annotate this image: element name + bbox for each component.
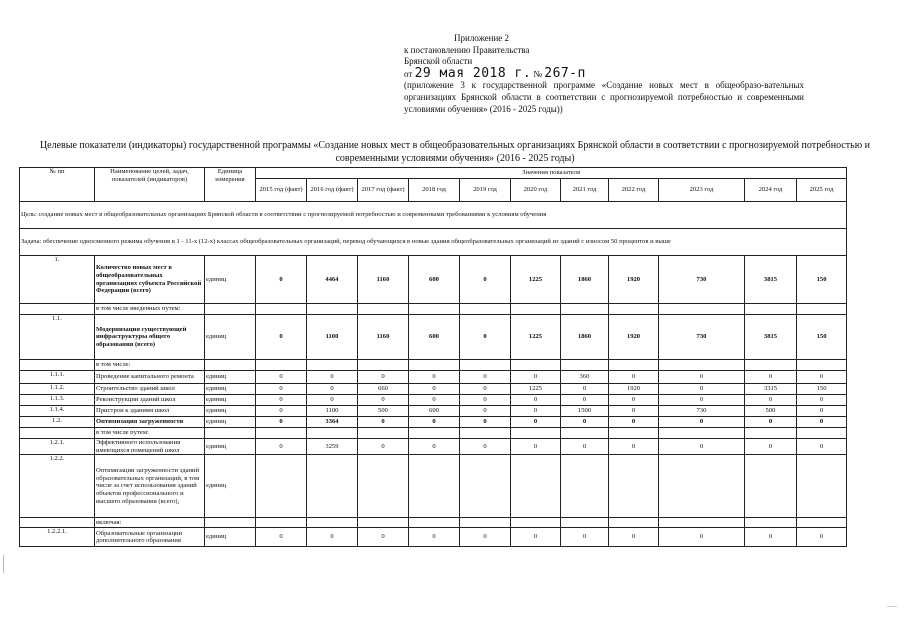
row-unit: единиц	[205, 384, 256, 395]
value-cell: 0	[460, 439, 511, 455]
row-name: Модернизация существующей инфраструктуры общего образования (всего)	[95, 315, 205, 360]
value-cell: 3315	[745, 384, 797, 395]
value-cell	[797, 455, 847, 518]
value-cell	[609, 455, 659, 518]
value-cell: 0	[609, 528, 659, 547]
value-cell: 150	[797, 384, 847, 395]
empty-cell	[511, 360, 561, 371]
empty-cell	[205, 518, 256, 528]
row-number: 1.2.1.	[20, 439, 95, 455]
empty-cell	[358, 360, 409, 371]
value-cell: 0	[409, 439, 460, 455]
empty-cell	[659, 428, 745, 439]
empty-cell	[358, 304, 409, 315]
value-cell: 0	[659, 384, 745, 395]
empty-cell	[307, 428, 358, 439]
decree-line: к постановлению Правительства	[404, 44, 530, 55]
row-unit: единиц	[205, 256, 256, 304]
value-cell: 0	[256, 256, 307, 304]
value-cell: 600	[409, 256, 460, 304]
value-cell	[561, 455, 609, 518]
value-cell: 0	[659, 439, 745, 455]
row-name: Эффективного использования имеющихся помещений школ	[95, 439, 205, 455]
empty-cell	[409, 304, 460, 315]
table-row	[20, 395, 847, 406]
header-year: 2020 год	[511, 179, 561, 202]
handwritten-date: 29 мая 2018 г.	[414, 65, 532, 81]
row-unit: единиц	[205, 528, 256, 547]
row-name: Реконструкции зданий школ	[95, 395, 205, 406]
region-line: Брянской области	[404, 56, 473, 67]
header-year: 2024 год	[745, 179, 797, 202]
empty-cell	[797, 428, 847, 439]
table-row	[20, 528, 847, 547]
empty-cell	[205, 360, 256, 371]
value-cell: 3259	[307, 439, 358, 455]
value-cell: 0	[460, 371, 511, 384]
value-cell: 0	[358, 439, 409, 455]
header-year: 2025 год	[797, 179, 847, 202]
row-number: 1.2.2.1.	[20, 528, 95, 547]
value-cell: 0	[561, 439, 609, 455]
row-unit: единиц	[205, 455, 256, 518]
value-cell: 1920	[609, 315, 659, 360]
empty-cell	[797, 360, 847, 371]
appendix-label: Приложение 2	[454, 33, 510, 43]
empty-cell	[409, 518, 460, 528]
value-cell: 0	[609, 371, 659, 384]
value-cell	[409, 455, 460, 518]
row-name: Количество новых мест в общеобразовательных организациях субъекта Российской Федерации (всего)	[95, 256, 205, 304]
value-cell: 0	[745, 417, 797, 428]
empty-cell	[358, 428, 409, 439]
table-row	[20, 417, 847, 428]
empty-cell	[307, 518, 358, 528]
value-cell: 1225	[511, 256, 561, 304]
empty-cell	[307, 304, 358, 315]
row-number: 1.1.4.	[20, 406, 95, 417]
value-cell: 730	[659, 406, 745, 417]
value-cell	[745, 455, 797, 518]
value-cell: 0	[561, 528, 609, 547]
appendix-note: (приложение 3 к государственной программе «Создание новых мест в общеобразо-вательных организациях Брянской области в соответствии с прогнозируемой потребностью и современными условиями обучения» (2016 - 2025 годы))	[404, 80, 804, 114]
empty-cell	[797, 304, 847, 315]
value-cell	[307, 455, 358, 518]
value-cell: 0	[797, 395, 847, 406]
value-cell: 0	[460, 315, 511, 360]
value-cell: 0	[797, 528, 847, 547]
header-name: Наименование целей, задач, показателей (индикаторов)	[95, 168, 205, 202]
value-cell: 0	[256, 395, 307, 406]
empty-cell	[256, 304, 307, 315]
subheading-row: в том числе введенных путем:	[95, 304, 205, 315]
row-number: 1.1.	[20, 315, 95, 360]
row-unit: единиц	[205, 417, 256, 428]
value-cell: 0	[511, 439, 561, 455]
value-cell: 0	[358, 417, 409, 428]
row-unit: единиц	[205, 439, 256, 455]
row-name: Образовательные организации дополнительного образования	[95, 528, 205, 547]
row-number: 1.2.	[20, 417, 95, 428]
date-prefix: от	[404, 68, 413, 79]
value-cell: 0	[511, 417, 561, 428]
table-row	[20, 315, 847, 360]
value-cell: 0	[797, 406, 847, 417]
value-cell: 0	[460, 417, 511, 428]
value-cell: 0	[307, 384, 358, 395]
value-cell: 0	[460, 256, 511, 304]
header-num: № пп	[20, 168, 95, 202]
value-cell: 0	[256, 417, 307, 428]
empty-cell	[745, 360, 797, 371]
header-year: 2023 год	[659, 179, 745, 202]
value-cell: 1920	[609, 384, 659, 395]
value-cell: 1920	[609, 256, 659, 304]
value-cell: 0	[409, 417, 460, 428]
header-year: 2021 год	[561, 179, 609, 202]
value-cell: 0	[511, 395, 561, 406]
empty-cell	[20, 428, 95, 439]
value-cell: 1160	[358, 315, 409, 360]
value-cell: 0	[797, 371, 847, 384]
value-cell: 0	[511, 406, 561, 417]
value-cell: 0	[460, 406, 511, 417]
value-cell: 0	[659, 371, 745, 384]
value-cell: 0	[256, 371, 307, 384]
value-cell: 0	[609, 439, 659, 455]
goal-row: Цель: создание новых мест в общеобразовательных организациях Брянской области в соответствии с прогнозируемой потребностью и современными требованиями к условиям обучения	[20, 202, 847, 229]
row-unit: единиц	[205, 315, 256, 360]
empty-cell	[205, 304, 256, 315]
value-cell: 0	[797, 439, 847, 455]
empty-cell	[20, 304, 95, 315]
value-cell: 1100	[307, 315, 358, 360]
date-line	[404, 65, 804, 81]
row-number: 1.1.3.	[20, 395, 95, 406]
value-cell: 600	[409, 406, 460, 417]
value-cell: 1225	[511, 315, 561, 360]
value-cell: 0	[307, 395, 358, 406]
indicators-table	[19, 167, 847, 547]
empty-cell	[609, 360, 659, 371]
value-cell: 0	[561, 384, 609, 395]
value-cell: 0	[561, 395, 609, 406]
empty-cell	[561, 428, 609, 439]
value-cell: 0	[358, 371, 409, 384]
empty-cell	[20, 518, 95, 528]
number-prefix: №	[533, 68, 542, 79]
row-name: Оптимизации загруженности зданий образовательных организаций, в том числе за счет использования зданий объектов профессионального и высшего образования (всего),	[95, 455, 205, 518]
value-cell: 4464	[307, 256, 358, 304]
value-cell: 0	[358, 395, 409, 406]
empty-cell	[511, 428, 561, 439]
row-unit: единиц	[205, 371, 256, 384]
table-row	[20, 256, 847, 304]
header-unit: Единица измерения	[205, 168, 256, 202]
value-cell: 0	[307, 371, 358, 384]
empty-cell	[460, 428, 511, 439]
table-row	[20, 406, 847, 417]
value-cell: 1500	[561, 406, 609, 417]
value-cell: 0	[511, 371, 561, 384]
value-cell: 0	[659, 395, 745, 406]
row-name: Оптимизация загруженности	[95, 417, 205, 428]
row-number: 1.2.2.	[20, 455, 95, 518]
handwritten-number: 267-п	[544, 65, 586, 81]
value-cell: 1160	[358, 256, 409, 304]
document-title: Целевые показатели (индикаторы) государственной программы «Создание новых мест в общеобразовательных организациях Брянской области в соответствии с прогнозируемой потребностью и современными условиями обучения» (2016 - 2025 годы)	[39, 140, 871, 164]
value-cell: 3815	[745, 256, 797, 304]
empty-cell	[358, 518, 409, 528]
value-cell: 0	[256, 406, 307, 417]
value-cell: 0	[256, 528, 307, 547]
value-cell: 0	[745, 395, 797, 406]
value-cell: 0	[358, 528, 409, 547]
empty-cell	[409, 360, 460, 371]
value-cell: 0	[256, 439, 307, 455]
empty-cell	[409, 428, 460, 439]
empty-cell	[561, 304, 609, 315]
header-year: 2019 год	[460, 179, 511, 202]
value-cell	[358, 455, 409, 518]
value-cell: 1860	[561, 315, 609, 360]
empty-cell	[511, 518, 561, 528]
row-name: Строительство зданий школ	[95, 384, 205, 395]
value-cell: 0	[745, 528, 797, 547]
value-cell: 150	[797, 315, 847, 360]
empty-cell	[561, 360, 609, 371]
value-cell: 1225	[511, 384, 561, 395]
value-cell: 0	[460, 384, 511, 395]
value-cell	[511, 455, 561, 518]
empty-cell	[256, 518, 307, 528]
value-cell: 0	[561, 417, 609, 428]
value-cell: 0	[659, 417, 745, 428]
empty-cell	[797, 518, 847, 528]
value-cell: 0	[797, 417, 847, 428]
row-name: Пристрои к зданиям школ	[95, 406, 205, 417]
value-cell: 0	[409, 371, 460, 384]
value-cell: 0	[511, 528, 561, 547]
empty-cell	[609, 304, 659, 315]
value-cell: 150	[797, 256, 847, 304]
value-cell: 0	[307, 528, 358, 547]
value-cell: 0	[745, 371, 797, 384]
table-row	[20, 384, 847, 395]
value-cell: 660	[358, 384, 409, 395]
header-year: 2022 год	[609, 179, 659, 202]
value-cell: 3364	[307, 417, 358, 428]
value-cell	[659, 455, 745, 518]
empty-cell	[460, 304, 511, 315]
header-year: 2016 год (факт)	[307, 179, 358, 202]
table-row	[20, 371, 847, 384]
empty-cell	[561, 518, 609, 528]
scan-edge-mark	[887, 606, 897, 607]
value-cell: 0	[460, 395, 511, 406]
row-unit: единиц	[205, 406, 256, 417]
value-cell: 0	[745, 439, 797, 455]
value-cell: 3815	[745, 315, 797, 360]
value-cell: 730	[659, 256, 745, 304]
value-cell: 0	[409, 395, 460, 406]
table-row	[20, 455, 847, 518]
empty-cell	[745, 518, 797, 528]
row-number: 1.	[20, 256, 95, 304]
row-name: Проведение капитального ремонта	[95, 371, 205, 384]
value-cell: 360	[561, 371, 609, 384]
header-year: 2017 год (факт)	[358, 179, 409, 202]
approval-header	[404, 33, 804, 115]
empty-cell	[256, 428, 307, 439]
subheading-row: включая:	[95, 518, 205, 528]
empty-cell	[256, 360, 307, 371]
header-year: 2018 год	[409, 179, 460, 202]
empty-cell	[307, 360, 358, 371]
value-cell	[460, 455, 511, 518]
value-cell: 0	[409, 528, 460, 547]
value-cell: 0	[460, 528, 511, 547]
value-cell: 500	[745, 406, 797, 417]
value-cell	[256, 455, 307, 518]
row-unit: единиц	[205, 395, 256, 406]
subheading-row: в том числе путем:	[95, 428, 205, 439]
value-cell: 0	[609, 417, 659, 428]
row-number: 1.1.2.	[20, 384, 95, 395]
empty-cell	[460, 518, 511, 528]
subheading-row: в том числе:	[95, 360, 205, 371]
empty-cell	[205, 428, 256, 439]
empty-cell	[609, 428, 659, 439]
table-row	[20, 439, 847, 455]
empty-cell	[20, 360, 95, 371]
empty-cell	[745, 304, 797, 315]
value-cell: 0	[659, 528, 745, 547]
value-cell: 0	[609, 395, 659, 406]
row-number: 1.1.1.	[20, 371, 95, 384]
scan-edge-mark	[3, 555, 4, 573]
value-cell: 500	[358, 406, 409, 417]
value-cell: 730	[659, 315, 745, 360]
empty-cell	[659, 360, 745, 371]
task-row: Задача: обеспечение односменного режима обучения в 1 - 11-х (12-х) классах общеобразовательных организаций, перевод обучающихся в новые здания общеобразовательных организаций из зданий с износом 50 процентов и выше	[20, 229, 847, 256]
empty-cell	[659, 518, 745, 528]
header-year: 2015 год (факт)	[256, 179, 307, 202]
value-cell: 600	[409, 315, 460, 360]
empty-cell	[511, 304, 561, 315]
value-cell: 0	[256, 315, 307, 360]
value-cell: 1860	[561, 256, 609, 304]
empty-cell	[609, 518, 659, 528]
empty-cell	[745, 428, 797, 439]
value-cell: 0	[609, 406, 659, 417]
header-values: Значения показателя	[256, 168, 847, 179]
value-cell: 0	[256, 384, 307, 395]
value-cell: 1100	[307, 406, 358, 417]
empty-cell	[659, 304, 745, 315]
empty-cell	[460, 360, 511, 371]
value-cell: 0	[409, 384, 460, 395]
